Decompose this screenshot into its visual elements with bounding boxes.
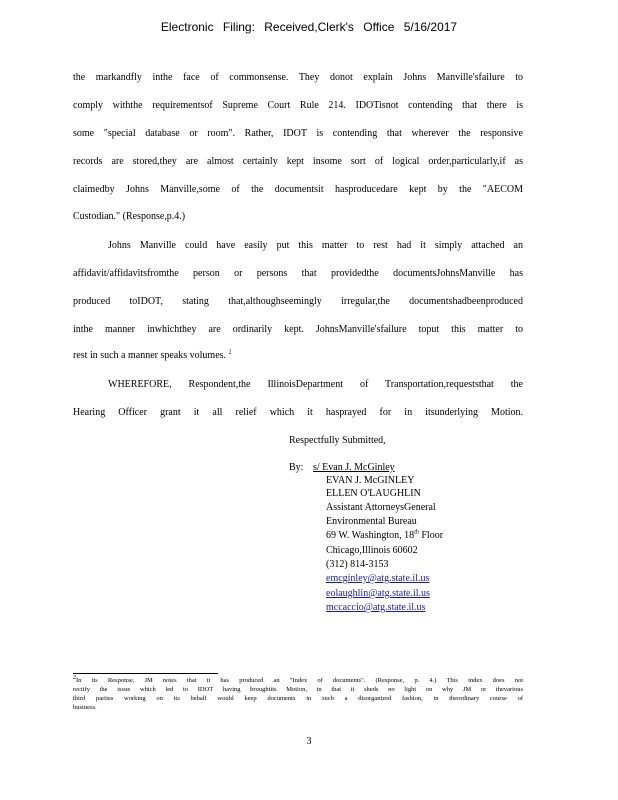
- bureau-name: Environmental Bureau: [326, 516, 417, 527]
- footnote-line: [73, 676, 523, 685]
- signature-line: s/ Evan J. McGinley: [313, 462, 395, 473]
- body-line: Johns Manville could have easily put this matter to rest had it simply attached an: [108, 240, 523, 251]
- email-link[interactable]: mccaccio@atg.state.il.us: [326, 602, 426, 613]
- filing-header: Electronic Filing: Received,Clerk's Office 5/16/2017: [160, 20, 458, 34]
- street-text: 69 W. Washington, 18: [326, 530, 415, 541]
- footnote-divider: [73, 673, 218, 674]
- footnote-line: rectify the issue which led to IDOT having broughtits Motion, in that it sheds no light on why JM or thevarious: [73, 686, 523, 693]
- body-text: rest in such a manner speaks volumes.: [73, 350, 227, 361]
- email-link[interactable]: emcginley@atg.state.il.us: [326, 573, 430, 584]
- email-link[interactable]: eolaughlin@atg.state.il.us: [326, 588, 430, 599]
- body-line: WHEREFORE, Respondent,the IllinoisDepartment of Transportation,requeststhat the: [108, 379, 523, 390]
- attorney-title: Assistant AttorneysGeneral: [326, 502, 436, 513]
- body-line: some "special database or room". Rather, IDOT is contending that wherever the responsive: [73, 128, 523, 139]
- body-line: produced toIDOT, stating that,althoughseemingly irregular,the documentshadbeenproduced: [73, 296, 523, 307]
- attorney-name: ELLEN O'LAUGHLIN: [326, 488, 421, 499]
- body-line-with-footnote: [73, 350, 523, 362]
- footnote-number: 2: [73, 674, 76, 681]
- page-number: 3: [306, 736, 312, 747]
- footnote-line: third parties working on its behalf would keep documents in such a disorganized fashion, in theordinary course of: [73, 695, 523, 702]
- body-line: claimedby Johns Manville,some of the documentsit hasproducedare kept by the "AECOM: [73, 184, 523, 195]
- city-state-zip: Chicago,Illinois 60602: [326, 545, 418, 556]
- phone-number: (312) 814-3153: [326, 559, 389, 570]
- body-line: the markandfly inthe face of commonsense. They donot explain Johns Manville'sfailure to: [73, 72, 523, 83]
- closing: Respectfully Submitted,: [289, 435, 386, 446]
- footnote-text: In its Response, JM notes that it has produced an "Index of documents". (Response, p. 4.) This index does not: [76, 677, 523, 684]
- ordinal-suffix: th: [414, 529, 419, 536]
- footnote-ref: 2: [228, 349, 232, 356]
- body-line: Custodian." (Response,p.4.): [73, 211, 186, 222]
- body-line: records are stored,they are almost certainly kept insome sort of logical order,particularly,if as: [73, 156, 523, 167]
- street-address: [326, 530, 443, 542]
- body-line: comply withthe requirementsof Supreme Court Rule 214. IDOTisnot contending that there is: [73, 100, 523, 111]
- body-line: affidavit/affidavitsfromthe person or persons that providedthe documentsJohnsManville has: [73, 268, 523, 279]
- by-label: By:: [289, 462, 304, 473]
- attorney-name: EVAN J. McGINLEY: [326, 475, 415, 486]
- body-line: inthe manner inwhichthey are ordinarily kept. JohnsManville'sfailure toput this matter to: [73, 324, 523, 335]
- footnote-line: business.: [73, 704, 97, 711]
- body-line: Hearing Officer grant it all relief which it hasprayed for in itsunderlying Motion.: [73, 407, 523, 418]
- floor-text: Floor: [421, 530, 444, 541]
